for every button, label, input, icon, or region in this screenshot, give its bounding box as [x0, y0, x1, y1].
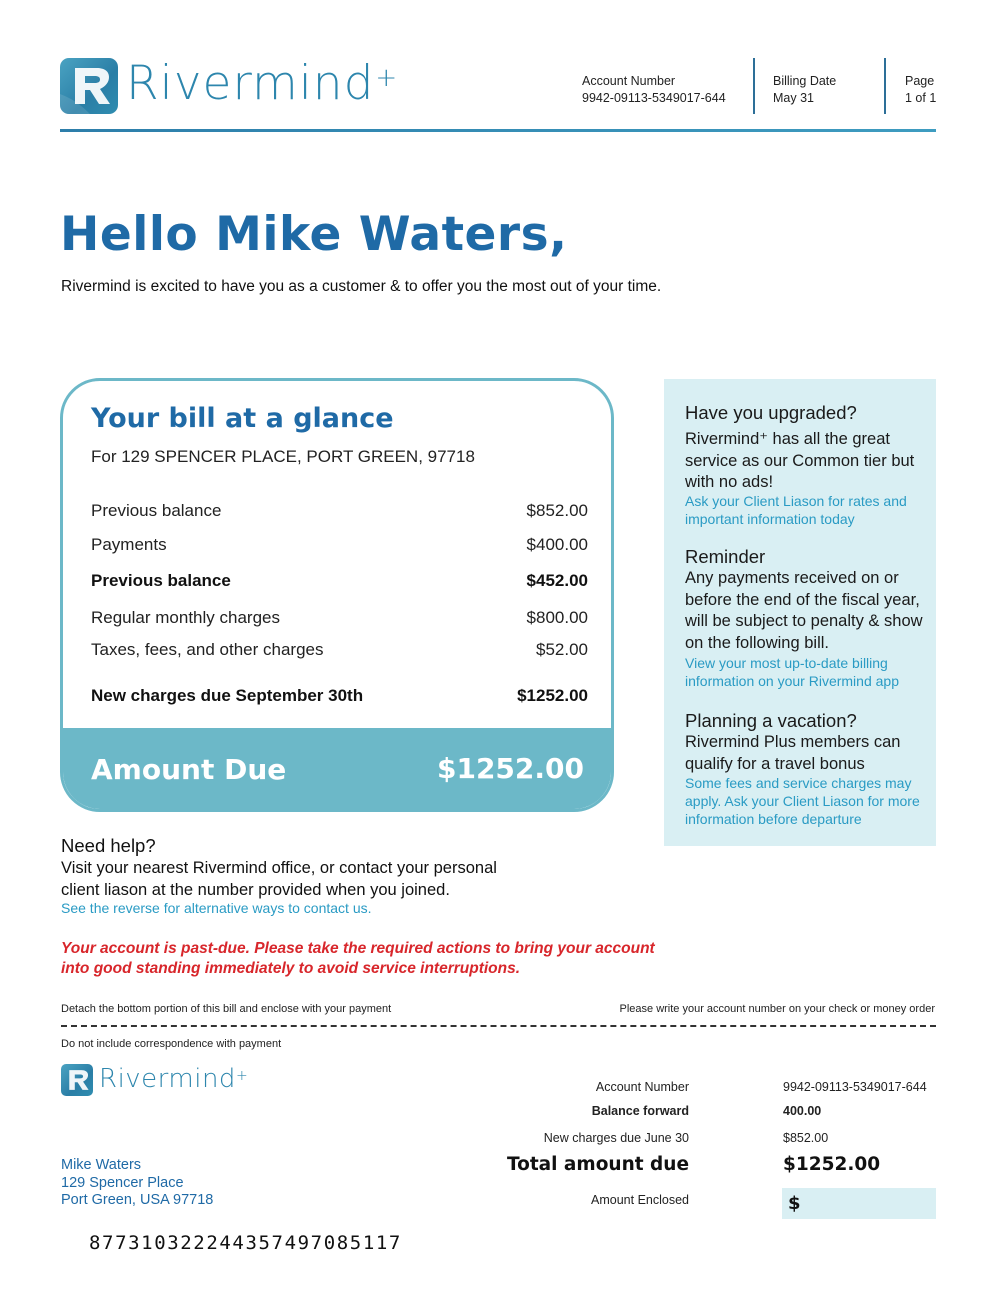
bill-summary-card: [60, 378, 614, 812]
header-divider: [753, 58, 755, 114]
dollar-sign: $: [788, 1193, 801, 1214]
panel-heading-upgrade: Have you upgraded?: [685, 402, 857, 423]
bill-row-label: Previous balance: [91, 571, 231, 590]
amount-enclosed-field[interactable]: [782, 1188, 936, 1219]
amount-due-label: Amount Due: [91, 753, 287, 786]
bill-row: [91, 501, 588, 521]
past-due-warning: Your account is past-due. Please take the required actions to bring your account into good standing immediately to avoid service interruptions.: [61, 940, 655, 977]
bill-row-value: $1252.00: [517, 686, 588, 705]
logo-r-icon: [61, 1064, 93, 1096]
bill-row-label: Taxes, fees, and other charges: [91, 640, 324, 659]
bill-row-label: Payments: [91, 535, 167, 554]
remit-account-label: Account Number: [595, 1080, 689, 1094]
greeting-title: Hello Mike Waters,: [60, 207, 568, 262]
bill-row: [91, 535, 588, 555]
balance-forward-value: 400.00: [783, 1104, 822, 1118]
new-charges-value: $852.00: [783, 1131, 829, 1145]
new-charges-label: New charges due June 30: [543, 1131, 689, 1145]
page-value: 1 of 1: [905, 91, 937, 105]
account-number-label: Account Number: [582, 74, 676, 88]
help-link[interactable]: See the reverse for alternative ways to contact us.: [61, 900, 372, 916]
detach-line: [61, 1025, 936, 1027]
panel-link-upgrade[interactable]: Ask your Client Liason for rates and important information today: [685, 493, 907, 527]
greeting-intro: Rivermind is excited to have you as a customer & to offer you the most out of your time.: [61, 278, 662, 295]
customer-street: 129 Spencer Place: [61, 1174, 184, 1191]
logo-wordmark: Rivermind+: [126, 56, 399, 111]
bill-card-title: Your bill at a glance: [91, 403, 394, 434]
detach-note: Detach the bottom portion of this bill and enclose with your payment: [61, 1003, 392, 1015]
service-address: For 129 SPENCER PLACE, PORT GREEN, 97718: [91, 447, 475, 466]
bill-row-label: New charges due September 30th: [91, 686, 364, 705]
panel-link-vacation[interactable]: Some fees and service charges may apply. Ask your Client Liason for more information before departure: [685, 775, 920, 827]
bill-row-value: $52.00: [536, 640, 588, 659]
logo-r-icon: [60, 58, 118, 114]
total-due-label: Total amount due: [506, 1154, 689, 1175]
panel-body-vacation: Rivermind Plus members can qualify for a travel bonus: [685, 733, 901, 773]
bill-row-label: Regular monthly charges: [91, 608, 280, 627]
bill-row: [91, 608, 588, 628]
billing-date-label: Billing Date: [773, 74, 837, 88]
panel-body-upgrade: Rivermind⁺ has all the great service as our Common tier but with no ads!: [685, 430, 915, 491]
bill-row-value: $852.00: [526, 501, 588, 520]
panel-body-reminder: Any payments received on or before the end of the fiscal year, will be subject to penalty & show on the following bill.: [685, 569, 923, 652]
header-rule: [60, 129, 936, 132]
help-heading: Need help?: [61, 835, 156, 856]
bill-row: [91, 640, 588, 660]
bill-row-value: $452.00: [526, 571, 588, 590]
total-due-value: $1252.00: [783, 1154, 881, 1175]
logo-mark: [60, 58, 118, 114]
panel-heading-reminder: Reminder: [685, 546, 766, 567]
billing-date-value: May 31: [773, 91, 814, 105]
bill-row-value: $800.00: [526, 608, 588, 627]
info-panel: [664, 379, 936, 846]
bill-row-value: $400.00: [526, 535, 588, 554]
panel-heading-vacation: Planning a vacation?: [685, 710, 857, 731]
bill-row-label: Previous balance: [91, 501, 222, 520]
remit-account-value: 9942-09113-5349017-644: [783, 1080, 927, 1094]
amount-enclosed-label: Amount Enclosed: [591, 1193, 689, 1207]
mailing-address: [61, 1157, 213, 1210]
account-write-note: Please write your account number on your check or money order: [619, 1003, 935, 1015]
help-body: Visit your nearest Rivermind office, or contact your personal client liason at the number provided when you joined.: [61, 859, 497, 899]
customer-name: Mike Waters: [61, 1157, 142, 1173]
amount-due-value: $1252.00: [436, 752, 584, 785]
bill-row-new-charges: [91, 686, 588, 706]
header-divider: [884, 58, 886, 114]
customer-city: Port Green, USA 97718: [61, 1192, 214, 1208]
balance-forward-label: Balance forward: [591, 1104, 689, 1118]
account-number-value: 9942-09113-5349017-644: [582, 91, 726, 105]
page-label: Page: [905, 74, 935, 88]
micr-code: 877310322244357497085117: [89, 1232, 402, 1254]
bill-row-subtotal: [91, 571, 588, 591]
correspondence-note: Do not include correspondence with payment: [61, 1038, 282, 1050]
remit-logo-mark: [61, 1064, 93, 1096]
panel-link-reminder[interactable]: View your most up-to-date billing information on your Rivermind app: [685, 655, 899, 689]
remit-logo-wordmark: Rivermind+: [99, 1064, 249, 1094]
